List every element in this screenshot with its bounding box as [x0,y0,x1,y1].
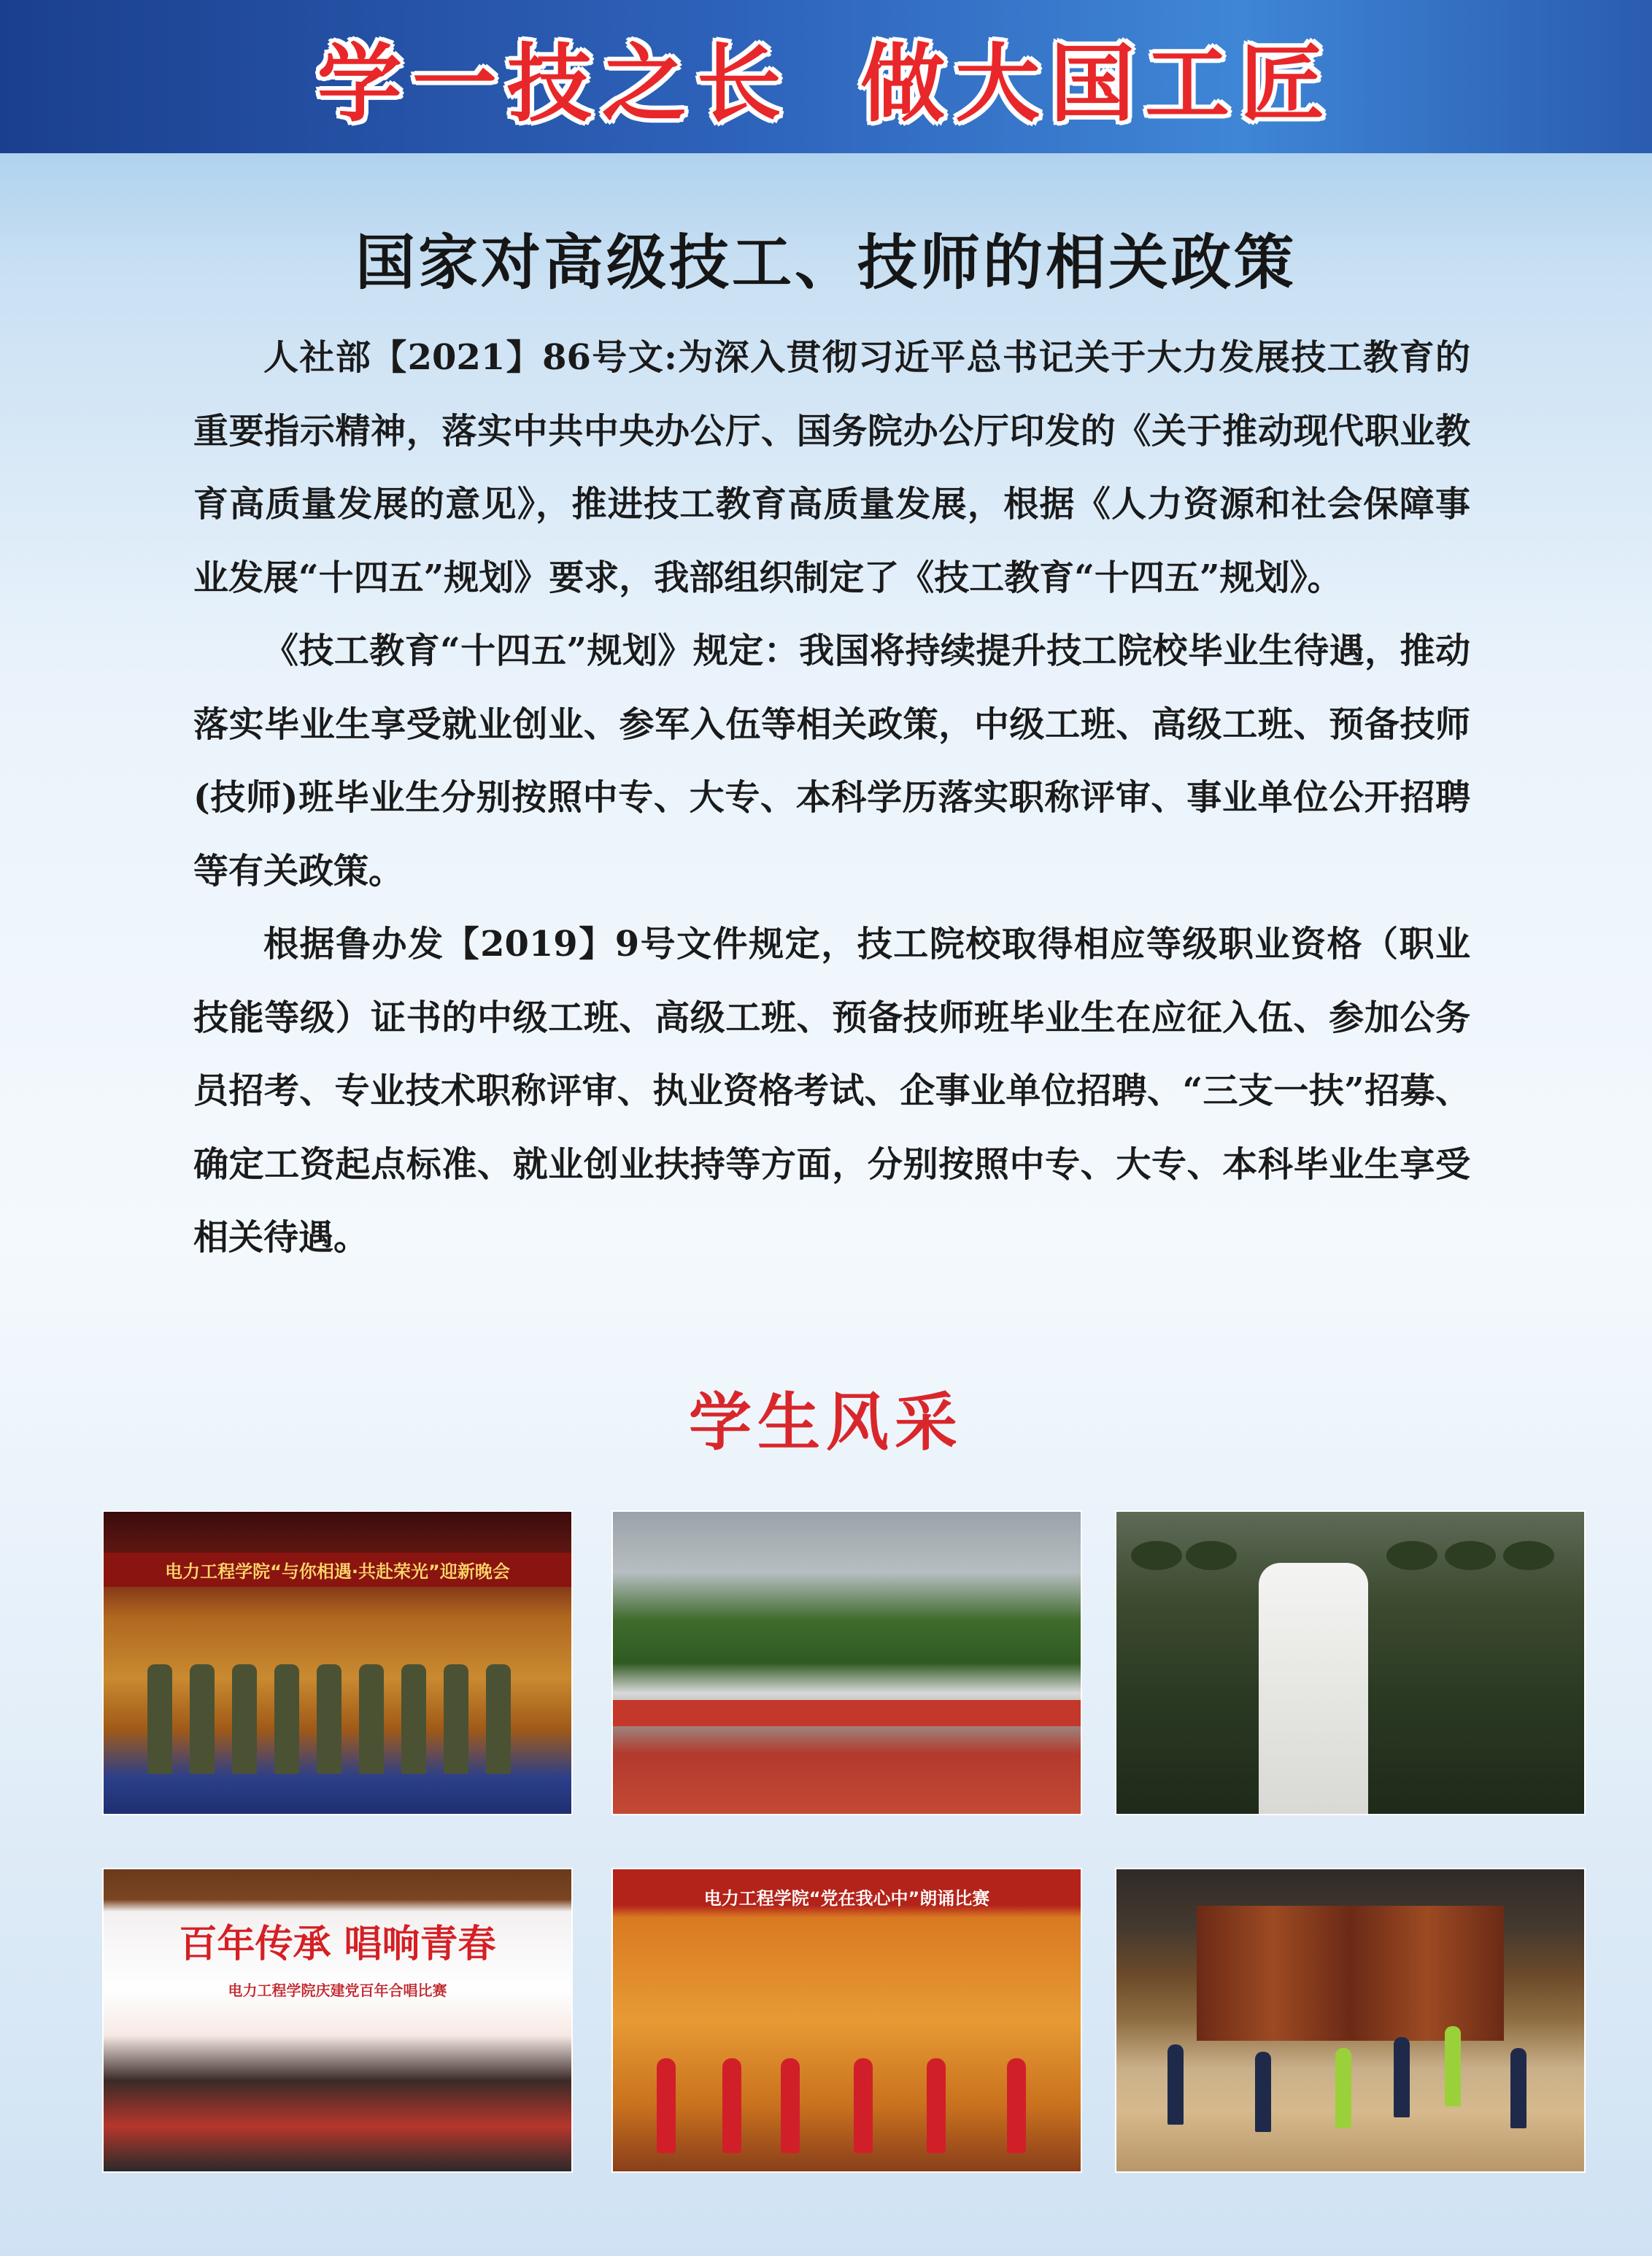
performer-figure [927,2058,946,2153]
banner-slogan: 学一技之长 做大国工匠 [317,34,1335,134]
red-banner-strip [613,1700,1081,1726]
photo-welcome-gala [102,1510,573,1815]
person-figure [274,1664,299,1774]
policy-paragraph: 人社部【2021】86号文:为深入贯彻习近平总书记关于大力发展技工教育的重要指示精神，落实中共中央办公厅、国务院办公厅印发的《关于推动现代职业教育高质量发展的意见》，推进技工教育高质量发展，根据《人力资源和社会保障事业发展“十四五”规划》要求，我部组织制定了《技工教育“十四五”规划》。 [193,337,1470,598]
top-banner [0,0,1652,153]
cap-shape [1503,1541,1554,1570]
policy-paragraph: 《技工教育“十四五”规划》规定：我国将持续提升技工院校毕业生待遇，推动落实毕业生享受就业创业、参军入伍等相关政策，中级工班、高级工班、预备技师(技师)班毕业生分别按照中专、大专、本科学历落实职称评审、事业单位公开招聘等有关政策。 [193,630,1470,892]
policy-paragraph: 根据鲁办发【2019】9号文件规定，技工院校取得相应等级职业资格（职业技能等级）证书的中级工班、高级工班、预备技师班毕业生在应征入伍、参加公务员招考、专业技术职称评审、执业资格考试、企事业单位招聘、“三支一扶”招募、确定工资起点标准、就业创业扶持等方面，分别按照中专、大专、本科毕业生享受相关待遇。 [193,924,1470,1258]
gallery-title: 学生风采 [689,1386,963,1459]
photo-subcaption: 电力工程学院庆建党百年合唱比赛 [228,1982,447,1999]
person-figure [401,1664,426,1774]
person-figure [232,1664,257,1774]
cap-shape [1445,1541,1496,1570]
policy-body [193,321,1470,1275]
photo-caption: 电力工程学院“党在我心中”朗诵比赛 [703,1888,990,1909]
player-figure [1445,2026,1461,2106]
photo-choir [102,1868,573,2173]
cap-shape [1131,1541,1182,1570]
player-figure [1510,2048,1526,2128]
policy-title: 国家对高级技工、技师的相关政策 [355,228,1297,298]
person-figure [444,1664,468,1774]
person-figure [190,1664,215,1774]
person-figure [359,1664,384,1774]
photo-caption: 电力工程学院“与你相遇·共赴荣光”迎新晚会 [104,1553,571,1587]
cap-shape [1186,1541,1237,1570]
performer-figure [722,2058,741,2153]
photo-group-track [611,1510,1082,1815]
photo-honor-guard [1115,1510,1586,1815]
player-figure [1335,2048,1351,2128]
photo-recitation [611,1868,1082,2173]
player-figure [1167,2044,1184,2125]
performer-figure [1007,2058,1026,2153]
performer-figure [781,2058,800,2153]
cap-shape [1386,1541,1437,1570]
performer-figure [657,2058,676,2153]
photo-basketball [1115,1868,1586,2173]
person-figure [317,1664,341,1774]
player-figure [1255,2052,1271,2132]
performer-figure [854,2058,873,2153]
photo-caption: 百年传承 唱响青春 [179,1923,496,1966]
person-figure [147,1664,172,1774]
stage-curtain [1197,1906,1504,2041]
white-uniform-figure [1259,1563,1368,1815]
person-figure [486,1664,511,1774]
player-figure [1394,2037,1410,2117]
